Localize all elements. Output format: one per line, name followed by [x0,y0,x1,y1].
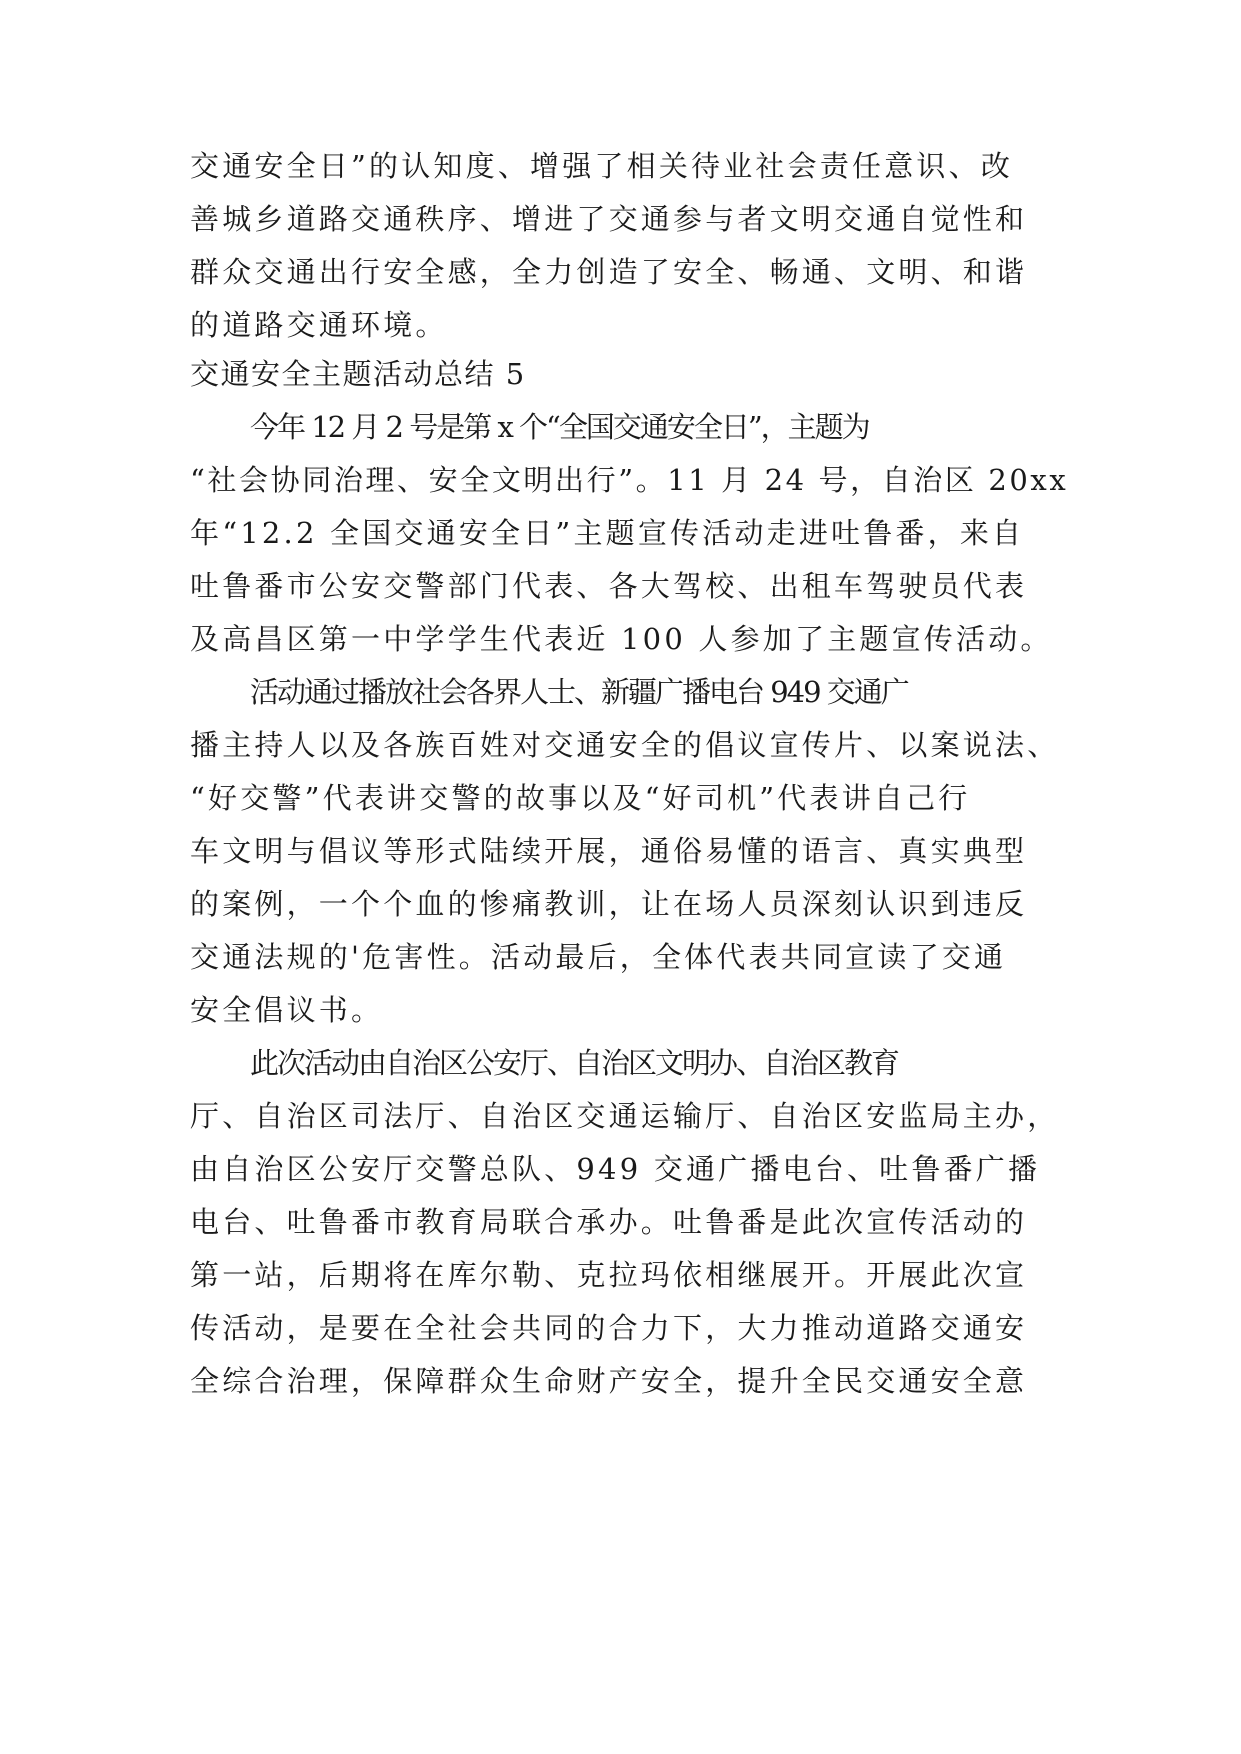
text-line: 传活动，是要在全社会共同的合力下，大力推动道路交通安 [190,1311,1028,1345]
text-line: 善城乡道路交通秩序、增进了交通参与者文明交通自觉性和 [190,202,1028,236]
text-line: 播主持人以及各族百姓对交通安全的倡议宣传片、以案说法、 [190,728,1060,762]
text-line: 厅、自治区司法厅、自治区交通运输厅、自治区安监局主办， [190,1099,1060,1133]
text-line: 全综合治理，保障群众生命财产安全，提升全民交通安全意 [190,1364,1028,1398]
text-line: 交通法规的'危害性。活动最后，全体代表共同宣读了交通 [190,940,1007,974]
text-line: 的案例，一个个血的惨痛教训，让在场人员深刻认识到违反 [190,887,1028,921]
text-line: 第一站，后期将在库尔勒、克拉玛依相继展开。开展此次宣 [190,1258,1028,1292]
text-line: 此次活动由自治区公安厅、自治区文明办、自治区教育 [250,1046,899,1080]
text-line: 交通安全日”的认知度、增强了相关待业社会责任意识、改 [190,149,1014,183]
section-heading: 交通安全主题活动总结 5 [190,357,526,391]
text-line: “社会协同治理、安全文明出行”。11 月 24 号，自治区 20xx [190,463,1069,497]
text-line: 电台、吐鲁番市教育局联合承办。吐鲁番是此次宣传活动的 [190,1205,1028,1239]
text-line: 安全倡议书。 [190,993,384,1027]
text-line: 今年 12 月 2 号是第 x 个“全国交通安全日”，主题为 [250,410,869,444]
text-line: 活动通过播放社会各界人士、新疆广播电台 949 交通广 [250,675,908,709]
text-line: “好交警”代表讲交警的故事以及“好司机”代表讲自己行 [190,781,971,815]
text-line: 群众交通出行安全感，全力创造了安全、畅通、文明、和谐 [190,255,1028,289]
text-line: 年“12.2 全国交通安全日”主题宣传活动走进吐鲁番，来自 [190,516,1025,550]
text-line: 车文明与倡议等形式陆续开展，通俗易懂的语言、真实典型 [190,834,1028,868]
text-line: 由自治区公安厅交警总队、949 交通广播电台、吐鲁番广播 [190,1152,1041,1186]
text-line: 及高昌区第一中学学生代表近 100 人参加了主题宣传活动。 [190,622,1053,656]
text-line: 的道路交通环境。 [190,308,448,342]
text-line: 吐鲁番市公安交警部门代表、各大驾校、出租车驾驶员代表 [190,569,1028,603]
